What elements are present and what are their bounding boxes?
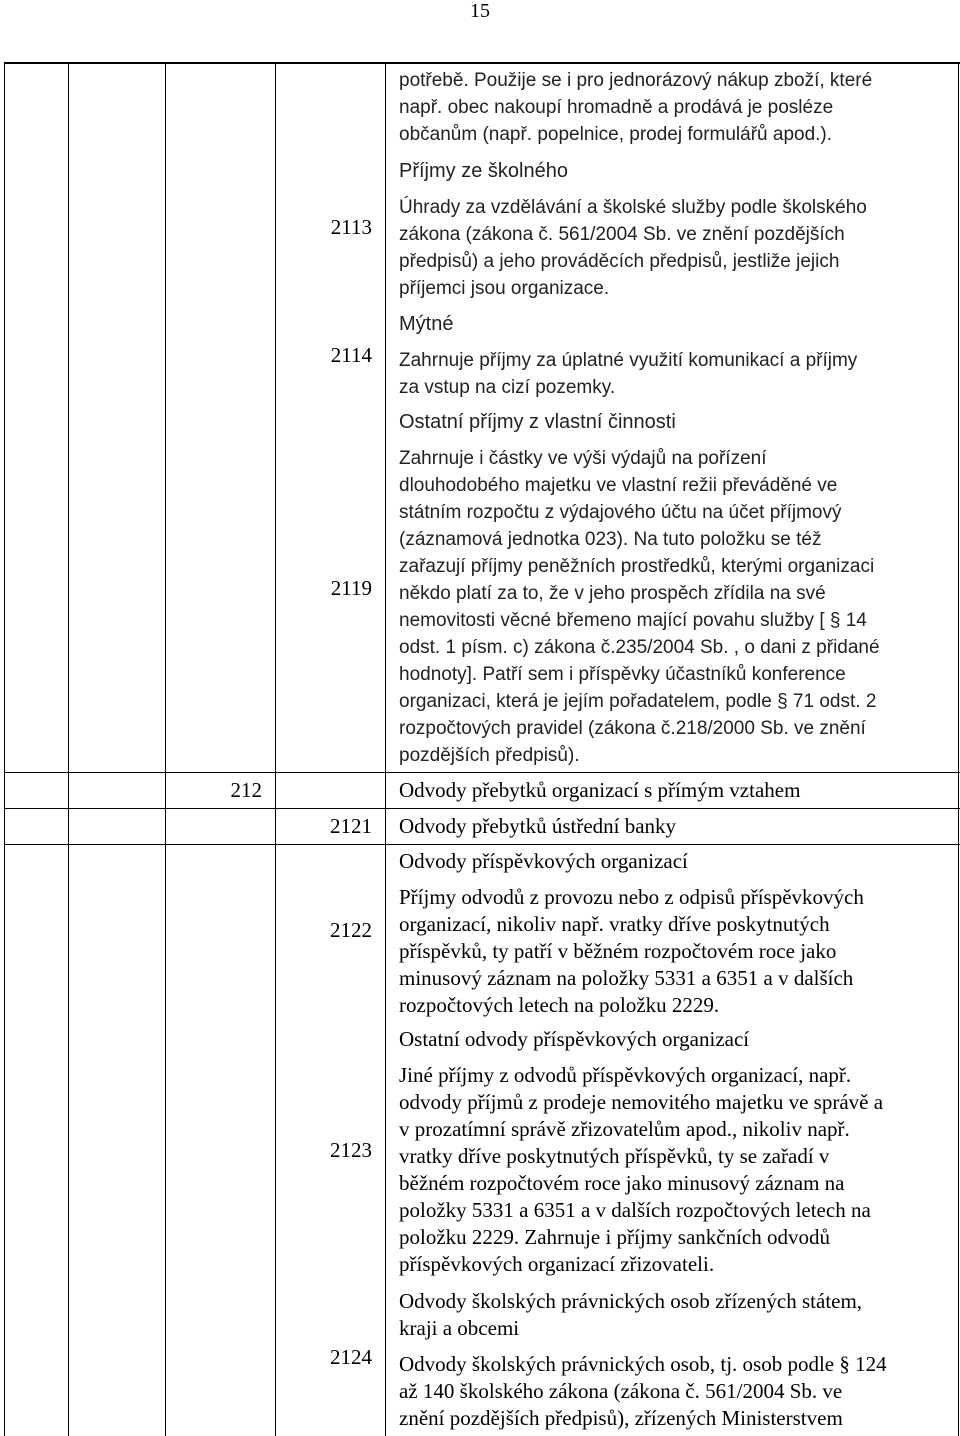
table-row (399, 777, 954, 804)
page-number: 15 (470, 0, 490, 22)
row-title: Odvody školských právnických osob zřízených státem, kraji a obcemi (399, 1289, 863, 1340)
item-code: 2123 (330, 1138, 372, 1162)
row-description: Zahrnuje i částky ve výši výdajů na pořízení dlouhodobého majetku ve vlastní režii převáděné ve státním rozpočtu z výdajového účtu na účet příjmový (záznamová jednotka 023). Na tuto položku se též zařazují příjmy peněžních prostředků, kterými organizaci někdo platí za to, že v jeho prospěch zřídila na své nemovitosti věcné břemeno mající povahu služby [ § 14 odst. 1 písm. c) zákona č.235/2004 Sb. , o dani z přidané hodnoty]. Patří sem i příspěvky účastníků konference organizaci, která je jejím pořadatelem, podle § 71 odst. 2 rozpočtových pravidel (zákona č.218/2000 Sb. ve znění pozdějších předpisů). (399, 448, 880, 766)
item-code: 2121 (330, 814, 372, 838)
table-left-border (4, 62, 5, 1436)
row-title: Odvody přebytků organizací s přímým vztahem (399, 778, 801, 802)
row-title: Příjmy ze školného (399, 160, 568, 182)
row-title: Ostatní příjmy z vlastní činnosti (399, 411, 676, 433)
table-row (399, 311, 954, 401)
row-title: Ostatní odvody příspěvkových organizací (399, 1027, 750, 1051)
item-code: 2124 (330, 1345, 372, 1369)
row-title: Odvody příspěvkových organizací (399, 849, 688, 873)
item-code: 2122 (330, 918, 372, 942)
row-description: Příjmy odvodů z provozu nebo z odpisů příspěvkových organizací, nikoliv např. vratky dříve poskytnutých příspěvků, ty patří v běžném rozpočtovém roce jako minusový záznam na položky 5331 a 6351 a v dalších rozpočtových letech na položku 2229. (399, 885, 864, 1017)
table-row (399, 848, 954, 1019)
item-code: 2114 (330, 343, 372, 367)
row-description: Zahrnuje příjmy za úplatné využití komunikací a příjmy za vstup na cizí pozemky. (399, 350, 858, 398)
column-divider-1 (68, 62, 69, 1436)
table-row (399, 1288, 954, 1432)
row-description: Úhrady za vzdělávání a školské služby podle školského zákona (zákona č. 561/2004 Sb. ve znění pozdějších předpisů) a jeho prováděcích předpisů, jestliže jejich příjemci jsou organizace. (399, 197, 867, 299)
row-separator (4, 772, 960, 773)
row-title: Mýtné (399, 313, 454, 335)
table-row (399, 1026, 954, 1278)
item-code: 212 (230, 778, 262, 802)
row-separator (4, 844, 960, 845)
row-description: Jiné příjmy z odvodů příspěvkových organizací, např. odvody příjmů z prodeje nemovitého majetku ve správě a v prozatímní správě zřizovatelům apod., nikoliv např. vratky dříve poskytnutých příspěvků, ty se zařadí v běžném rozpočtovém roce jako minusový záznam na položky 5331 a 6351 a v dalších rozpočtových letech na položku 2229. Zahrnuje i příjmy sankčních odvodů příspěvkových organizací zřizovateli. (399, 1063, 884, 1276)
table-row (399, 813, 954, 840)
column-divider-2 (165, 62, 166, 1436)
table-top-border (4, 62, 960, 64)
column-divider-3 (275, 62, 276, 1436)
item-code: 2113 (330, 215, 372, 239)
column-divider-4 (385, 62, 386, 1436)
row-separator (4, 808, 960, 809)
table-row (399, 158, 954, 302)
item-code: 2119 (330, 576, 372, 600)
row-title: Odvody přebytků ústřední banky (399, 814, 677, 838)
row-description: Odvody školských právnických osob, tj. osob podle § 124 až 140 školského zákona (zákona č. 561/2004 Sb. ve znění pozdějších předpisů), zřízených Ministerstvem (399, 1352, 887, 1430)
row-description: potřebě. Použije se i pro jednorázový nákup zboží, které např. obec nakoupí hromadně a prodává je posléze občanům (např. popelnice, prodej formulářů apod.). (399, 70, 873, 145)
table-right-border (958, 62, 959, 1436)
table-row (399, 67, 954, 148)
table-row (399, 409, 954, 769)
